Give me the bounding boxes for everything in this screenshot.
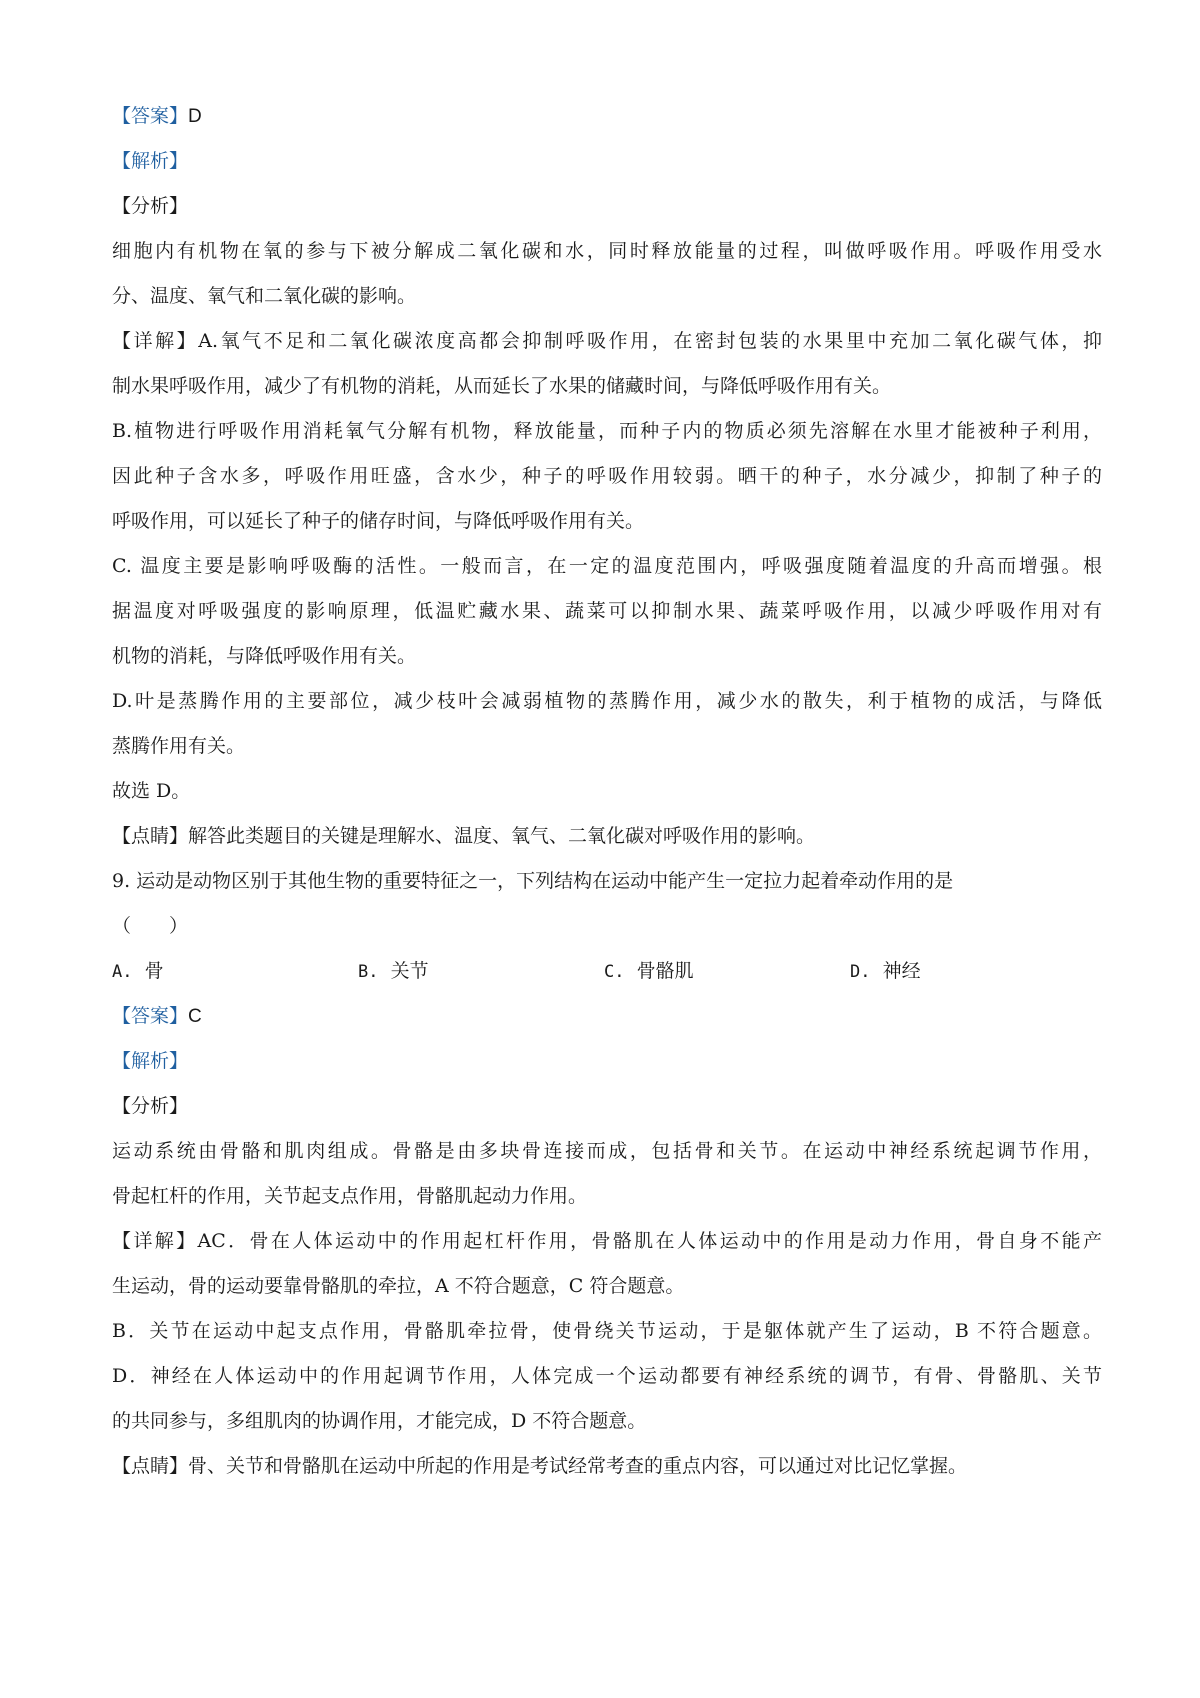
jiexi-line-1: [112, 148, 188, 174]
dianjing-text: 解答此类题目的关键是理解水、温度、氧气、二氧化碳对呼吸作用的影响。: [188, 825, 816, 847]
dianjing-tag: 【点睛】: [112, 825, 189, 847]
answer-line-1: [112, 103, 202, 129]
option-b-letter: B.: [358, 962, 379, 982]
xiangjie-line-1b: 制水果呼吸作用，减少了有机物的消耗，从而延长了水果的储藏时间，与降低呼吸作用有关。: [112, 375, 892, 397]
option-d-explain-q9-1: D．神经在人体运动中的作用起调节作用，人体完成一个运动都要有神经系统的调节，有骨、骨骼肌、关节: [112, 1365, 1102, 1387]
xiangjie-tag: 【详解】: [112, 1230, 198, 1252]
fenxi-heading-1: [112, 193, 188, 219]
option-c: [604, 958, 694, 984]
answer-value: D: [188, 106, 202, 127]
option-c-text: 骨骼肌: [636, 960, 694, 982]
option-c-explain-3: 机物的消耗，与降低呼吸作用有关。: [112, 645, 417, 667]
option-a-letter: A.: [112, 962, 133, 982]
answer-tag: 【答案】: [112, 105, 189, 127]
option-a: [112, 958, 164, 984]
option-b-explain-1: B.植物进行呼吸作用消耗氧气分解有机物，释放能量，而种子内的物质必须先溶解在水里才能被种子利用，: [112, 420, 1102, 442]
answer-line-2: [112, 1003, 202, 1029]
option-c-explain-2: 据温度对呼吸强度的影响原理，低温贮藏水果、蔬菜可以抑制水果、蔬菜呼吸作用，以减少呼吸作用对有: [112, 600, 1102, 622]
fenxi-text-2a: 运动系统由骨骼和肌肉组成。骨骼是由多块骨连接而成，包括骨和关节。在运动中神经系统起调节作用，: [112, 1140, 1102, 1162]
option-b-text: 关节: [390, 960, 429, 982]
option-b-explain-3: 呼吸作用，可以延长了种子的储存时间，与降低呼吸作用有关。: [112, 510, 645, 532]
option-d-explain-q9-2: 的共同参与，多组肌肉的协调作用，才能完成，D 不符合题意。: [112, 1410, 647, 1432]
fenxi-text-1b: 分、温度、氧气和二氧化碳的影响。: [112, 285, 417, 307]
jiexi-line-2: [112, 1048, 188, 1074]
final-choice: 故选 D。: [112, 780, 191, 802]
xiangjie-tag: 【详解】: [112, 330, 199, 352]
dianjing-line-1: [112, 823, 815, 849]
option-d-letter: D.: [850, 962, 871, 982]
option-c-letter: C.: [604, 962, 625, 982]
option-b-explain-q9: B．关节在运动中起支点作用，骨骼肌牵拉骨，使骨绕关节运动，于是躯体就产生了运动，B 不符合题意。: [112, 1320, 1102, 1342]
dianjing-tag: 【点睛】: [112, 1455, 189, 1477]
jiexi-tag: 【解析】: [112, 150, 189, 172]
dianjing-text: 骨、关节和骨骼肌在运动中所起的作用是考试经常考查的重点内容，可以通过对比记忆掌握。: [188, 1455, 968, 1477]
option-b-explain-2: 因此种子含水多，呼吸作用旺盛，含水少，种子的呼吸作用较弱。晒干的种子，水分减少，抑制了种子的: [112, 465, 1102, 487]
fenxi-text-2b: 骨起杠杆的作用，关节起支点作用，骨骼肌起动力作用。: [112, 1185, 588, 1207]
xiangjie-text: A.氧气不足和二氧化碳浓度高都会抑制呼吸作用，在密封包装的水果里中充加二氧化碳气体，抑: [198, 330, 1102, 352]
answer-tag: 【答案】: [112, 1005, 189, 1027]
fenxi-tag: 【分析】: [112, 195, 189, 217]
dianjing-line-2: [112, 1453, 967, 1479]
fenxi-tag: 【分析】: [112, 1095, 189, 1117]
answer-value: C: [188, 1006, 202, 1027]
option-a-text: 骨: [144, 960, 164, 982]
option-c-explain-1: C. 温度主要是影响呼吸酶的活性。一般而言，在一定的温度范围内，呼吸强度随着温度的升高而增强。根: [112, 555, 1102, 577]
option-d-text: 神经: [882, 960, 921, 982]
xiangjie-text: AC．骨在人体运动中的作用起杠杆作用，骨骼肌在人体运动中的作用是动力作用，骨自身不能产: [197, 1230, 1102, 1252]
xiangjie-line-1a: [112, 328, 1102, 354]
option-d-explain-2: 蒸腾作用有关。: [112, 735, 246, 757]
question-9-stem: 9. 运动是动物区别于其他生物的重要特征之一，下列结构在运动中能产生一定拉力起着牵动作用的是: [112, 870, 954, 892]
option-b: [358, 958, 429, 984]
option-d: [850, 958, 921, 984]
fenxi-heading-2: [112, 1093, 188, 1119]
xiangjie-line-2a: [112, 1228, 1102, 1254]
xiangjie-line-2b: 生运动，骨的运动要靠骨骼肌的牵拉，A 不符合题意，C 符合题意。: [112, 1275, 685, 1297]
fenxi-text-1a: 细胞内有机物在氧的参与下被分解成二氧化碳和水，同时释放能量的过程，叫做呼吸作用。呼吸作用受水: [112, 240, 1102, 262]
jiexi-tag: 【解析】: [112, 1050, 189, 1072]
question-9-blank: （ ）: [112, 915, 189, 937]
option-d-explain-1: D.叶是蒸腾作用的主要部位，减少枝叶会减弱植物的蒸腾作用，减少水的散失，利于植物的成活，与降低: [112, 690, 1102, 712]
